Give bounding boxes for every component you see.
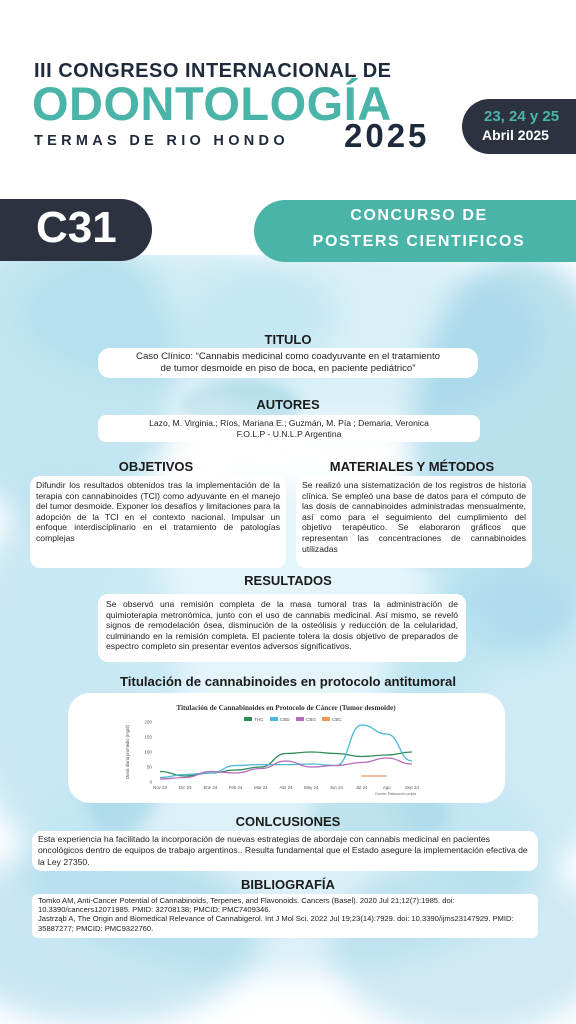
- legend-swatch: [322, 717, 330, 721]
- congress-year: 2025: [344, 117, 430, 154]
- bibliografia-heading: BIBLIOGRAFÍA: [241, 877, 335, 892]
- y-tick-label: 0: [149, 779, 152, 785]
- y-tick-label: 150: [144, 734, 152, 740]
- autores-line2: F.O.L.P - U.N.L.P Argentina: [236, 428, 342, 439]
- y-tick-label: 100: [144, 749, 152, 755]
- resultados-heading: RESULTADOS: [244, 573, 332, 588]
- x-tick-label: Jul 24: [355, 785, 368, 790]
- titulo-line2: de tumor desmoide en piso de boca, en paciente pediátrico”: [160, 363, 416, 374]
- x-tick-label: Dic 23: [178, 785, 192, 790]
- x-tick-label: Sep 24: [405, 785, 419, 790]
- x-tick-label: Ago: [382, 785, 391, 790]
- legend-swatch: [244, 717, 252, 721]
- autores-line1: Lazo, M. Virginia.; Ríos, Mariana E.; Guzmán, M. Pía ; Demaria, Veronica: [149, 418, 429, 428]
- y-axis-label: Dosis diaria promedio (mg/d): [125, 725, 130, 779]
- x-tick-label: Feb 24: [228, 785, 243, 790]
- objetivos-text: Difundir los resultados obtenidos tras la implementación de la terapia con cannabinoides (TCI) como adyuvante en el manejo del tumor desmoide. Exponer los desafíos y limitaciones para la adopción de la TCI en el contexto nacional. Impulsar un enfoque interdisciplinario en el tratamiento de patologías complejas: [30, 476, 286, 568]
- legend-swatch: [270, 717, 278, 721]
- legend-label: CBC: [332, 717, 342, 722]
- titulo-heading: TITULO: [264, 332, 312, 347]
- contest-label-line1: CONCURSO DE: [350, 207, 488, 224]
- chart-annotation: Fuente: Elaboración propia: [375, 792, 416, 796]
- series-line-cbd: [160, 725, 412, 778]
- chart-title: Titulación de Cannabinoides en Protocolo de Cáncer (Tumor desmoide): [176, 704, 396, 712]
- x-tick-label: Nov 23: [153, 785, 167, 790]
- congress-location: TERMAS DE RIO HONDO: [34, 133, 289, 149]
- conclusiones-text: Esta experiencia ha facilitado la incorporación de nuevas estrategias de abordaje con cannabis medicinal en pacientes oncológicos dentro de equipos de trabajo argentinos.. Resulta fundamental que el Estado asegure la implementación efectiva de la Ley 27350.: [32, 831, 538, 871]
- legend-swatch: [296, 717, 304, 721]
- bibliografia-box: [32, 894, 538, 938]
- autores-box: [98, 415, 480, 442]
- legend-label: CBG: [306, 717, 316, 722]
- x-tick-label: Abr 24: [279, 785, 293, 790]
- x-tick-label: Mar 24: [253, 785, 268, 790]
- congress-title: III CONGRESO INTERNACIONAL DE: [34, 60, 392, 82]
- titulo-line1: Caso Clínico: “Cannabis medicinal como coadyuvante en el tratamiento: [136, 351, 440, 362]
- bibliography-item: Tomko AM, Anti-Cancer Potential of Cannabinoids, Terpenes, and Flavonoids. Cancers (Basel). 2020 Jul 21;12(7):1985. doi: 10.3390/cancers12071985. PMID: 32708138; PMCID: PMC7409346.: [38, 896, 455, 915]
- x-tick-label: Ene 24: [203, 785, 218, 790]
- chart-section-heading: Titulación de cannabinoides en protocolo antitumoral: [119, 674, 457, 689]
- y-tick-label: 50: [146, 764, 152, 770]
- legend-label: THC: [254, 717, 264, 722]
- contest-label-line2: POSTERS CIENTIFICOS: [312, 233, 526, 250]
- x-tick-label: May 24: [303, 785, 319, 790]
- materiales-text: Se realizó una sistematización de los registros de historia clínica. Se empleó una base de datos para el cómputo de las dosis de cannabinoides administradas mensualmente, así como para el seguimiento del cumplimiento del objetivo terapéutico. Se elaboraron gráficos que representan las concentraciones de cannabinoides utilizadas: [296, 476, 532, 568]
- resultados-text: Se observó una remisión completa de la masa tumoral tras la administración de quimioterapia metronómica, junto con el uso de cannabis medicinal. Así mismo, se reveló signos de remodelación ósea, disminución de la osteólisis y reducción de la celularidad, culminando en la remisión completa. El paciente tolera la dosis objetivo de preparados de espectro completo sin presentar eventos adversos significativos.: [98, 594, 466, 662]
- objetivos-heading: OBJETIVOS: [118, 459, 194, 474]
- x-tick-label: Jun 24: [329, 785, 343, 790]
- conclusiones-heading: CONLCUSIONES: [235, 814, 341, 829]
- date-days: 23, 24 y 25: [484, 108, 560, 125]
- cannabinoid-line-chart: [68, 693, 505, 803]
- y-tick-label: 200: [144, 719, 152, 725]
- autores-heading: AUTORES: [256, 397, 320, 412]
- materiales-heading: MATERIALES Y MÉTODOS: [329, 459, 495, 474]
- congress-discipline: ODONTOLOGÍA: [32, 77, 392, 130]
- bibliography-item: Jastrząb A, The Origin and Biomedical Relevance of Cannabigerol. Int J Mol Sci. 2022 Jul 19;23(14):7929. doi: 10.3390/ijms23147929. PMID: 35887277; PMCID: PMC9322760.: [38, 914, 514, 933]
- legend-label: CBD: [280, 717, 290, 722]
- poster-code: C31: [36, 203, 117, 252]
- date-month: Abril 2025: [482, 127, 549, 143]
- titulo-box: [98, 348, 478, 378]
